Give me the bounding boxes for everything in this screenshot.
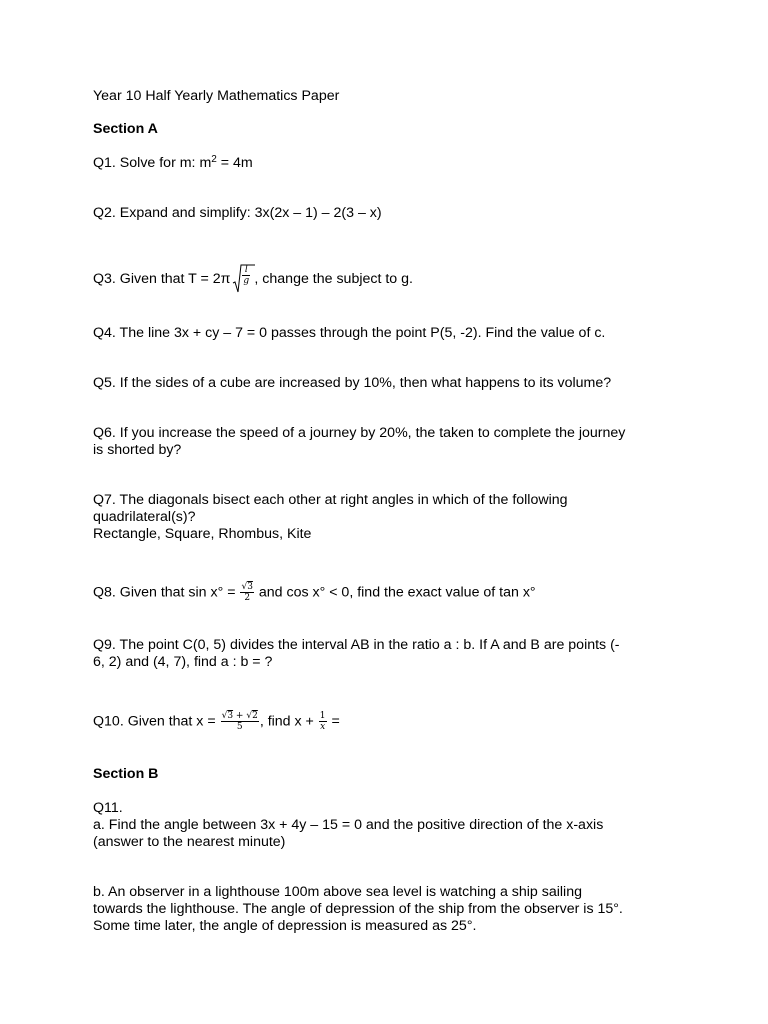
q3-post: , change the subject to g. — [254, 270, 413, 287]
sqrt-symbol: √ — [221, 711, 228, 721]
q10-radicand-2: 2 — [252, 711, 258, 721]
q10-radicand-1: 3 — [227, 711, 234, 721]
q3-denominator: g — [243, 276, 250, 286]
question-9-line-1: Q9. The point C(0, 5) divides the interval AB in the ratio a : b. If A and B are points (- — [93, 637, 620, 653]
q10-numerator-2: 1 — [319, 711, 326, 721]
q3-numerator: l — [242, 265, 250, 276]
q10-denominator-2: x — [320, 722, 326, 732]
q10-mid: , find x + — [259, 713, 318, 730]
question-11a-line-1: a. Find the angle between 3x + 4y – 15 = 0 and the positive direction of the x-axis — [93, 817, 604, 833]
question-11b-line-1: b. An observer in a lighthouse 100m above sea level is watching a ship sailing — [93, 884, 582, 900]
question-6-line-2: is shorted by? — [93, 442, 182, 458]
question-4: Q4. The line 3x + cy – 7 = 0 passes through the point P(5, -2). Find the value of c. — [93, 325, 606, 341]
q3-pre: Q3. Given that T = 2π — [93, 270, 231, 287]
section-b-heading: Section B — [93, 766, 159, 782]
question-5: Q5. If the sides of a cube are increased by 10%, then what happens to its volume? — [93, 375, 612, 391]
question-8 — [93, 582, 536, 603]
q8-radicand: 3 — [247, 582, 253, 592]
q10-plus: + — [233, 711, 247, 721]
q10-fraction-2 — [319, 711, 327, 732]
section-a-heading: Section A — [93, 121, 158, 137]
q8-denominator: 2 — [244, 593, 251, 603]
question-11-label: Q11. — [93, 800, 123, 816]
q8-pre: Q8. Given that sin x° = — [93, 584, 240, 601]
question-7-line-1: Q7. The diagonals bisect each other at right angles in which of the following — [93, 492, 568, 508]
q10-denominator-1: 5 — [236, 722, 243, 732]
question-10 — [93, 711, 340, 732]
q8-post: and cos x° < 0, find the exact value of tan x° — [254, 584, 536, 601]
question-9-line-2: 6, 2) and (4, 7), find a : b = ? — [93, 654, 273, 670]
q10-pre: Q10. Given that x = — [93, 713, 220, 730]
q1-text: Q1. Solve for m: m — [93, 155, 212, 171]
q10-post: = — [327, 713, 340, 730]
question-2: Q2. Expand and simplify: 3x(2x – 1) – 2(3 – x) — [93, 205, 382, 221]
question-7-options: Rectangle, Square, Rhombus, Kite — [93, 526, 312, 542]
q8-fraction — [240, 582, 253, 603]
question-11b-line-2: towards the lighthouse. The angle of depression of the ship from the observer is 15°. — [93, 901, 623, 917]
question-3 — [93, 264, 413, 294]
sqrt-symbol: √ — [241, 582, 248, 592]
question-11b-line-3: Some time later, the angle of depression is measured as 25°. — [93, 918, 477, 934]
question-6-line-1: Q6. If you increase the speed of a journey by 20%, the taken to complete the journey — [93, 425, 626, 441]
question-7-line-2: quadrilateral(s)? — [93, 509, 196, 525]
q3-fraction — [242, 265, 250, 286]
question-11a-line-2: (answer to the nearest minute) — [93, 834, 286, 850]
question-1 — [93, 155, 253, 172]
q10-fraction-1 — [221, 711, 259, 732]
sqrt-symbol — [232, 264, 254, 294]
q1-exponent: 2 — [211, 154, 217, 165]
sqrt-symbol: √ — [246, 711, 253, 721]
q1-tail: = 4m — [216, 155, 253, 171]
paper-title: Year 10 Half Yearly Mathematics Paper — [93, 88, 340, 104]
